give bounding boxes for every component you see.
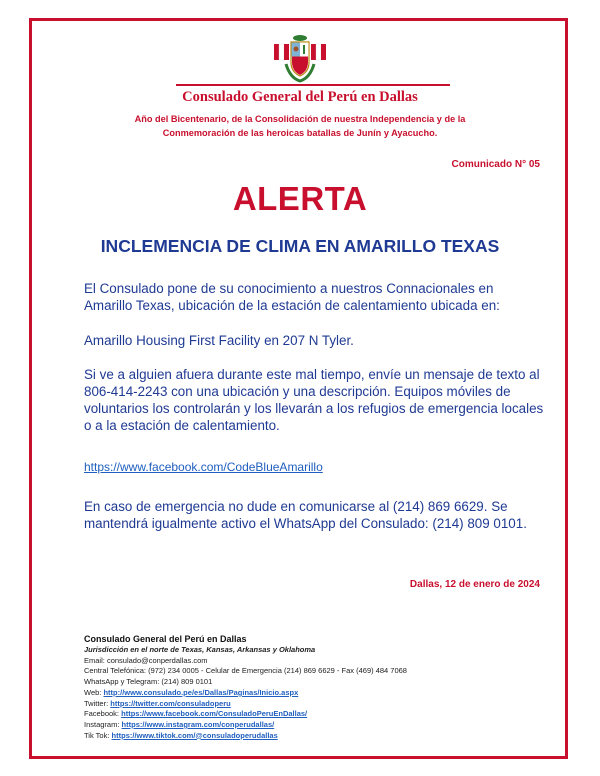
footer-facebook-link[interactable]: https://www.facebook.com/ConsuladoPeruEnDallas/ (121, 709, 308, 719)
communique-number: Comunicado N° 05 (451, 159, 540, 170)
communique-date: Dallas, 12 de enero de 2024 (409, 579, 540, 590)
footer-tiktok-label: Tik Tok: (84, 730, 110, 740)
footer-title: Consulado General del Perú en Dallas (84, 634, 247, 644)
footer-facebook-label: Facebook: (84, 709, 120, 719)
body-paragraph-2: Amarillo Housing First Facility en 207 N Tyler. (84, 333, 354, 348)
footer-instagram-link[interactable]: https://www.instagram.com/conperudallas/ (121, 719, 275, 729)
footer-email: consulado@conperdallas.com (106, 655, 208, 665)
footer-tiktok-line (84, 731, 504, 742)
alert-title: ALERTA (232, 180, 368, 217)
footer-whatsapp: WhatsApp y Telegram: (214) 809 0101 (84, 677, 213, 687)
footer-jurisdiction: Jurisdicción en el norte de Texas, Kansas, Arkansas y Oklahoma (84, 645, 316, 654)
header-divider (176, 84, 450, 86)
peru-coat-of-arms-icon (272, 34, 328, 84)
footer-facebook-line (84, 709, 504, 720)
consulate-name: Consulado General del Perú en Dallas (182, 89, 418, 105)
footer-web-label: Web: (84, 687, 102, 697)
footer-web-line (84, 688, 504, 699)
body-paragraph-3: Si ve a alguien afuera durante este mal tiempo, envíe un mensaje de texto al 806-414-2243 con una ubicación y una descripción. Equipos móviles de voluntarios los controlarán y los llevarán a los refugios de emergencia locales o a la estación de calentamiento. (84, 367, 544, 433)
footer-email-label: Email: (84, 655, 105, 665)
footer-contact (84, 633, 504, 741)
footer-twitter-line (84, 699, 504, 710)
footer-instagram-label: Instagram: (84, 719, 120, 729)
footer-phones: Central Telefónica: (972) 234 0005 - Celular de Emergencia (214) 869 6629 - Fax (469) 484 7068 (84, 666, 407, 676)
footer-email-line (84, 656, 504, 667)
body-paragraph-1: El Consulado pone de su conocimiento a nuestros Connacionales en Amarillo Texas, ubicación de la estación de calentamiento ubicada en: (84, 281, 500, 313)
code-blue-facebook-link[interactable]: https://www.facebook.com/CodeBlueAmarillo (84, 460, 323, 474)
footer-web-link[interactable]: http://www.consulado.pe/es/Dallas/Paginas/Inicio.aspx (103, 687, 299, 697)
footer-twitter-label: Twitter: (84, 698, 109, 708)
footer-instagram-line (84, 720, 504, 731)
link-paragraph (84, 458, 544, 476)
alert-headline: INCLEMENCIA DE CLIMA EN AMARILLO TEXAS (100, 236, 500, 256)
footer-tiktok-link[interactable]: https://www.tiktok.com/@consuladoperudallas (111, 730, 278, 740)
year-motto: Año del Bicentenario, de la Consolidación de nuestra Independencia y de la Conmemoración de las heroicas batallas de Junín y Ayacucho. (134, 114, 466, 138)
body-paragraph-4: En caso de emergencia no dude en comunicarse al (214) 869 6629. Se mantendrá igualmente activo el WhatsApp del Consulado: (214) 809 0101. (84, 499, 527, 531)
footer-twitter-link[interactable]: https://twitter.com/consuladoperu (110, 698, 231, 708)
